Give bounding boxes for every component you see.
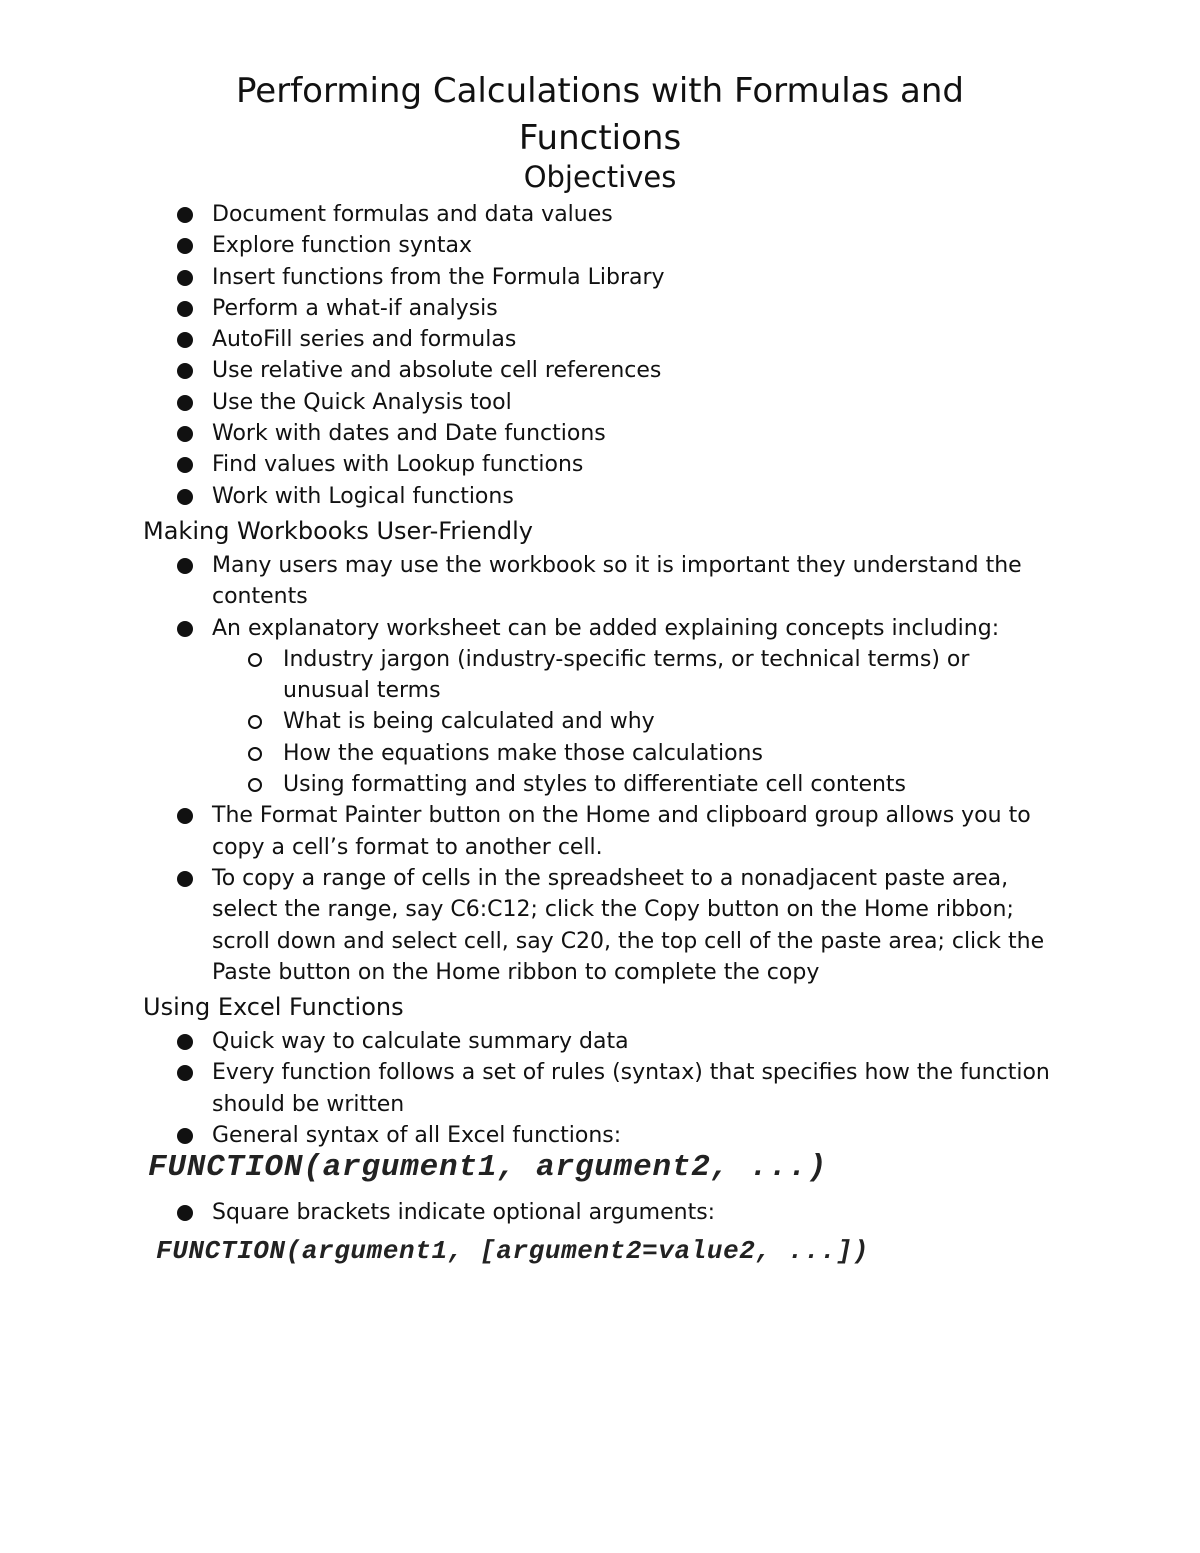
list-item: Insert functions from the Formula Library: [212, 262, 1072, 293]
bullet-icon: [177, 207, 193, 223]
hollow-bullet-icon: [248, 653, 262, 667]
sub-list-item: How the equations make those calculations: [283, 738, 1072, 769]
hollow-bullet-icon: [248, 778, 262, 792]
list-item: Use relative and absolute cell references: [212, 355, 1072, 386]
optional-args-list: [212, 1197, 1072, 1228]
bullet-icon: [177, 332, 193, 348]
section-heading-user-friendly: Making Workbooks User-Friendly: [143, 517, 533, 545]
list-item: Use the Quick Analysis tool: [212, 387, 1072, 418]
list-item: To copy a range of cells in the spreadsheet to a nonadjacent paste area, select the range, say C6:C12; click the Copy button on the Home ribbon; scroll down and select cell, say C20, the top cell of the paste area; click the Paste button on the Home ribbon to complete the copy: [212, 863, 1072, 988]
list-item: Many users may use the workbook so it is important they understand the contents: [212, 550, 1072, 613]
bullet-icon: [177, 558, 193, 574]
bullet-icon: [177, 1205, 193, 1221]
bullet-icon: [177, 301, 193, 317]
list-item: Square brackets indicate optional arguments:: [212, 1197, 1072, 1228]
bullet-icon: [177, 489, 193, 505]
objectives-heading: Objectives: [523, 160, 677, 194]
sub-list-item: What is being calculated and why: [283, 706, 1072, 737]
bullet-icon: [177, 1034, 193, 1050]
bullet-icon: [177, 457, 193, 473]
sub-list-item: Using formatting and styles to differentiate cell contents: [283, 769, 1072, 800]
user-friendly-list: [212, 550, 1072, 988]
concepts-sublist: [283, 644, 1072, 800]
excel-functions-list: [212, 1026, 1072, 1151]
list-item: Every function follows a set of rules (syntax) that specifies how the function should be written: [212, 1057, 1072, 1120]
list-item: Work with Logical functions: [212, 481, 1072, 512]
bullet-icon: [177, 808, 193, 824]
hollow-bullet-icon: [248, 715, 262, 729]
page-title: Performing Calculations with Formulas and Functions: [236, 71, 964, 158]
list-item: The Format Painter button on the Home and clipboard group allows you to copy a cell’s format to another cell.: [212, 800, 1072, 863]
objectives-list: [212, 199, 1072, 512]
list-item: Perform a what-if analysis: [212, 293, 1072, 324]
bullet-icon: [177, 621, 193, 637]
list-item: Work with dates and Date functions: [212, 418, 1072, 449]
list-item: Explore function syntax: [212, 230, 1072, 261]
bullet-icon: [177, 270, 193, 286]
bullet-icon: [177, 1065, 193, 1081]
optional-syntax-example: FUNCTION(argument1, [argument2=value2, ...]): [156, 1236, 869, 1266]
sub-list-item: Industry jargon (industry-specific terms, or technical terms) or unusual terms: [283, 644, 1072, 707]
bullet-icon: [177, 1128, 193, 1144]
bullet-icon: [177, 363, 193, 379]
list-item: Find values with Lookup functions: [212, 449, 1072, 480]
bullet-icon: [177, 871, 193, 887]
list-item: AutoFill series and formulas: [212, 324, 1072, 355]
list-item: Document formulas and data values: [212, 199, 1072, 230]
list-item: An explanatory worksheet can be added explaining concepts including: Industry jargon (industry-specific terms, or technical terms) or unusual terms What is being calculated and why How the equations make those calculations Using formatting and styles to differentiate cell contents: [212, 613, 1072, 801]
function-syntax-example: FUNCTION(argument1, argument2, ...): [148, 1150, 828, 1185]
list-item: General syntax of all Excel functions:: [212, 1120, 1072, 1151]
hollow-bullet-icon: [248, 747, 262, 761]
bullet-icon: [177, 238, 193, 254]
section-heading-excel-functions: Using Excel Functions: [143, 993, 404, 1021]
bullet-icon: [177, 426, 193, 442]
list-item: Quick way to calculate summary data: [212, 1026, 1072, 1057]
bullet-icon: [177, 395, 193, 411]
